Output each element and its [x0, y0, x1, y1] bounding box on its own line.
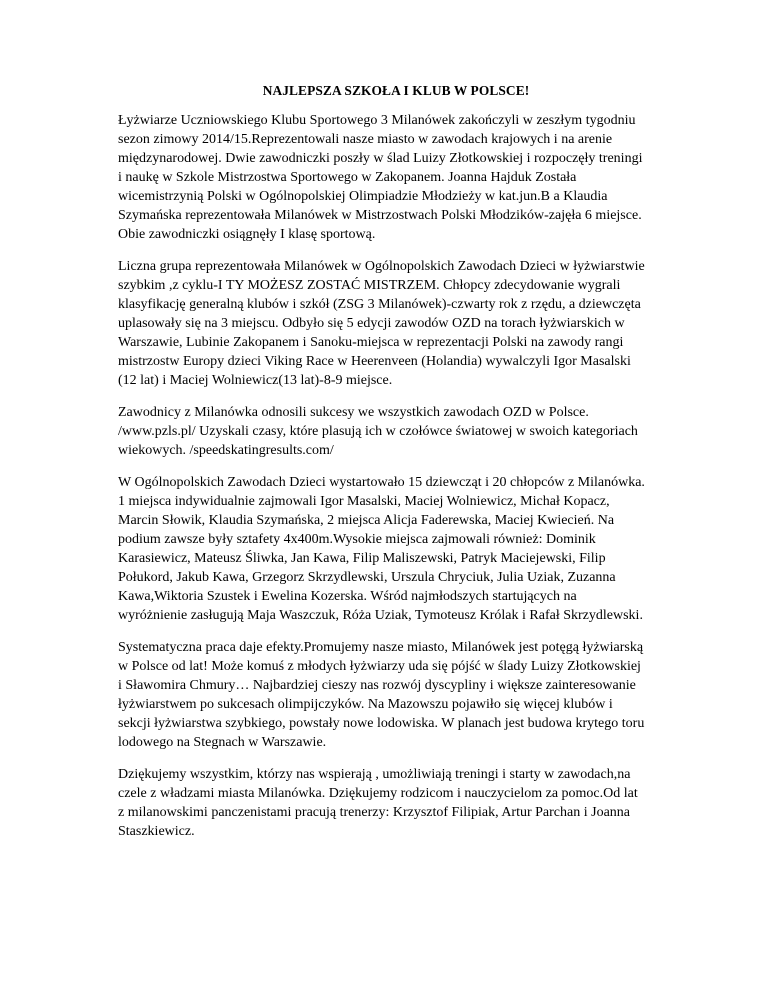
paragraph-line: Karasiewicz, Mateusz Śliwka, Jan Kawa, Filip Maliszewski, Patryk Maciejewski, Filip [118, 551, 606, 566]
document-body [118, 81, 666, 854]
paragraph-line: łyżwiarstwem po sukcesach olimpijczyków. Na Mazowszu pojawiło się więcej klubów i [118, 697, 613, 712]
paragraph-line: czele z władzami miasta Milanówka. Dziękujemy rodzicom i nauczycielom za pomoc.Od lat [118, 786, 638, 801]
paragraph-line: wiekowych. /speedskatingresults.com/ [118, 443, 334, 458]
paragraph-line: szybkim ,z cyklu-I TY MOŻESZ ZOSTAĆ MISTRZEM. Chłopcy zdecydowanie wygrali [118, 278, 621, 293]
paragraph-6 [118, 765, 666, 841]
paragraph-line: sezon zimowy 2014/15.Reprezentowali nasze miasto w zawodach krajowych i na arenie [118, 132, 613, 147]
paragraph-1 [118, 111, 666, 244]
paragraph-line: Warszawie, Lubinie Zakopanem i Sanoku-miejsca w reprezentacji Polski na zawody rangi [118, 335, 624, 350]
paragraph-line: Systematyczna praca daje efekty.Promujemy nasze miasto, Milanówek jest potęgą łyżwiarską [118, 640, 644, 655]
paragraph-line: Staszkiewicz. [118, 824, 195, 839]
paragraph-line: W Ogólnopolskich Zawodach Dzieci wystartowało 15 dziewcząt i 20 chłopców z Milanówka. [118, 475, 645, 490]
paragraph-line: Łyżwiarze Uczniowskiego Klubu Sportowego 3 Milanówek zakończyli w zeszłym tygodniu [118, 113, 636, 128]
paragraph-line: (12 lat) i Maciej Wolniewicz(13 lat)-8-9 miejsce. [118, 373, 393, 388]
paragraph-line: wyróżnienie zasługują Maja Waszczuk, Róża Uziak, Tymoteusz Królak i Rafał Skrzydlewski. [118, 608, 643, 623]
paragraph-line: mistrzostw Europy dzieci Viking Race w Heerenveen (Holandia) wywalczyli Igor Masalski [118, 354, 631, 369]
paragraph-line: Dziękujemy wszystkim, którzy nas wspierają , umożliwiają treningi i starty w zawodach,na [118, 767, 631, 782]
paragraph-2 [118, 257, 666, 390]
paragraph-5 [118, 638, 666, 752]
paragraph-line: wicemistrzynią Polski w Ogólnopolskiej Olimpiadzie Młodzieży w kat.jun.B a Klaudia [118, 189, 608, 204]
paragraph-4 [118, 473, 666, 625]
paragraph-line: Marcin Słowik, Klaudia Szymańska, 2 miejsca Alicja Faderewska, Maciej Kwiecień. Na [118, 513, 615, 528]
paragraph-line: Zawodnicy z Milanówka odnosili sukcesy we wszystkich zawodach OZD w Polsce. [118, 405, 589, 420]
paragraph-line: 1 miejsca indywidualnie zajmowali Igor Masalski, Maciej Wolniewicz, Michał Kopacz, [118, 494, 610, 509]
paragraph-line: uplasowały się na 3 miejscu. Odbyło się 5 edycji zawodów OZD na torach łyżwiarskich w [118, 316, 625, 331]
paragraph-line: i naukę w Szkole Mistrzostwa Sportowego w Zakopanem. Joanna Hajduk Została [118, 170, 577, 185]
paragraph-line: Kawa,Wiktoria Szustek i Ewelina Kozerska. Wśród najmłodszych startujących na [118, 589, 577, 604]
paragraph-line: w Polsce od lat! Może komuś z młodych łyżwiarzy uda się pójść w ślady Luizy Złotkowskiej [118, 659, 641, 674]
paragraph-line: Połukord, Jakub Kawa, Grzegorz Skrzydlewski, Urszula Chryciuk, Julia Uziak, Zuzanna [118, 570, 616, 585]
paragraph-line: klasyfikację generalną klubów i szkół (ZSG 3 Milanówek)-czwarty rok z rzędu, a dziewczęta [118, 297, 641, 312]
paragraph-line: sekcji łyżwiarstwa szybkiego, powstały nowe lodowiska. W planach jest budowa krytego toru [118, 716, 645, 731]
paragraph-line: lodowego na Stegnach w Warszawie. [118, 735, 327, 750]
paragraph-3 [118, 403, 666, 460]
document-title: NAJLEPSZA SZKOŁA I KLUB W POLSCE! [262, 83, 530, 98]
paragraph-line: Obie zawodniczki osiągnęły I klasę sportową. [118, 227, 376, 242]
paragraph-line: Szymańska reprezentowała Milanówek w Mistrzostwach Polski Młodzików-zajęła 6 miejsce. [118, 208, 642, 223]
paragraph-line: Liczna grupa reprezentowała Milanówek w Ogólnopolskich Zawodach Dzieci w łyżwiarstwie [118, 259, 645, 274]
paragraph-line: z milanowskimi panczenistami pracują trenerzy: Krzysztof Filipiak, Artur Parchan i Joanna [118, 805, 631, 820]
paragraph-line: /www.pzls.pl/ Uzyskali czasy, które plasują ich w czołówce światowej w swoich kategoriach [118, 424, 638, 439]
paragraph-line: międzynarodowej. Dwie zawodniczki poszły w ślad Luizy Złotkowskiej i rozpoczęły treningi [118, 151, 643, 166]
paragraph-line: i Sławomira Chmury… Najbardziej cieszy nas rozwój dyscypliny i większe zainteresowanie [118, 678, 636, 693]
paragraph-line: podium zawsze były sztafety 4x400m.Wysokie miejsca zajmowali również: Dominik [118, 532, 596, 547]
paragraph-list [118, 111, 666, 841]
